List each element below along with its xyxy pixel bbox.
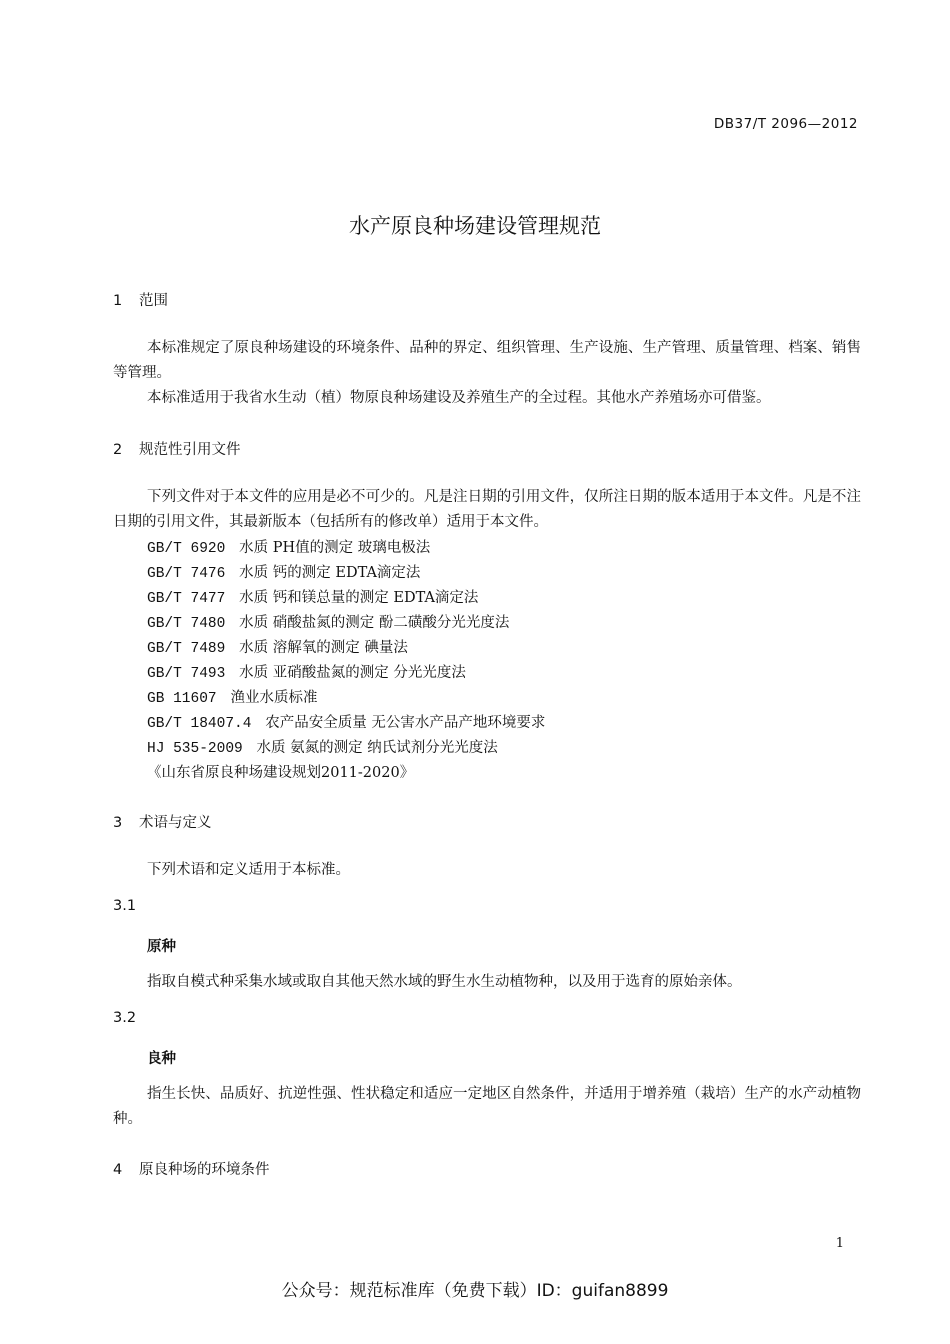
section-number: 3 — [113, 815, 123, 831]
paragraph: 本标准适用于我省水生动（植）物原良种场建设及养殖生产的全过程。其他水产养殖场亦可借鉴。 — [147, 390, 771, 406]
reference-code: GB/T 7489 — [147, 641, 226, 657]
reference-code: HJ 535-2009 — [147, 741, 243, 757]
paragraph: 本标准规定了原良种场建设的环境条件、品种的界定、组织管理、生产设施、生产管理、质量管理、档案、销售等管理。 — [113, 340, 861, 381]
term-3-2-name: 良种 — [147, 1051, 176, 1067]
reference-item — [147, 586, 478, 607]
reference-item — [147, 761, 414, 782]
section-number: 2 — [113, 442, 123, 458]
section-number: 1 — [113, 293, 123, 309]
reference-title: 水质 钙的测定 EDTA滴定法 — [239, 565, 421, 581]
reference-item — [147, 711, 545, 732]
document-number: DB37/T 2096—2012 — [713, 116, 858, 132]
reference-item — [147, 561, 420, 582]
reference-title: 农产品安全质量 无公害水产品产地环境要求 — [265, 715, 546, 731]
document-title: 水产原良种场建设管理规范 — [349, 214, 601, 238]
section-title: 原良种场的环境条件 — [139, 1162, 270, 1178]
reference-title: 水质 亚硝酸盐氮的测定 分光光度法 — [239, 665, 466, 681]
reference-item — [147, 536, 430, 557]
reference-item — [147, 636, 408, 657]
section-2-heading — [113, 438, 241, 459]
section-title: 规范性引用文件 — [139, 442, 241, 458]
reference-item — [147, 686, 317, 707]
section-4-heading — [113, 1158, 270, 1179]
reference-code: GB/T 7476 — [147, 566, 226, 582]
term-3-2-definition — [113, 1082, 861, 1132]
term-3-1-number: 3.1 — [113, 898, 137, 914]
reference-code: GB/T 6920 — [147, 541, 226, 557]
reference-title: 水质 溶解氧的测定 碘量法 — [239, 640, 408, 656]
section-1-heading — [113, 289, 168, 310]
section-1-body — [113, 336, 861, 411]
reference-code: GB 11607 — [147, 691, 217, 707]
term-3-1-definition — [113, 970, 861, 995]
reference-title: 水质 PH值的测定 玻璃电极法 — [239, 540, 431, 556]
paragraph: 指生长快、品质好、抗逆性强、性状稳定和适应一定地区自然条件，并适用于增养殖（栽培）生产的水产动植物种。 — [113, 1086, 861, 1127]
term-3-2-number: 3.2 — [113, 1010, 137, 1026]
section-title: 术语与定义 — [139, 815, 212, 831]
reference-item — [147, 736, 498, 757]
paragraph: 下列文件对于本文件的应用是必不可少的。凡是注日期的引用文件，仅所注日期的版本适用于本文件。凡是不注日期的引用文件，其最新版本（包括所有的修改单）适用于本文件。 — [113, 489, 861, 530]
reference-title: 水质 氨氮的测定 纳氏试剂分光光度法 — [256, 740, 498, 756]
paragraph: 下列术语和定义适用于本标准。 — [147, 862, 350, 878]
reference-title: 水质 钙和镁总量的测定 EDTA滴定法 — [239, 590, 479, 606]
reference-code: GB/T 7480 — [147, 616, 226, 632]
paragraph: 指取自模式种采集水域或取自其他天然水域的野生水生动植物种，以及用于选育的原始亲体。 — [147, 974, 742, 990]
footer-watermark: 公众号：规范标准库（免费下载）ID：guifan8899 — [281, 1281, 669, 1301]
reference-item — [147, 611, 509, 632]
section-3-heading — [113, 811, 212, 832]
term-3-1-name: 原种 — [147, 939, 176, 955]
section-title: 范围 — [139, 293, 168, 309]
reference-item — [147, 661, 466, 682]
page-number: 1 — [835, 1236, 844, 1251]
section-2-body — [113, 485, 861, 535]
reference-code: GB/T 7493 — [147, 666, 226, 682]
reference-title: 水质 硝酸盐氮的测定 酚二磺酸分光光度法 — [239, 615, 510, 631]
section-3-intro — [113, 858, 861, 883]
reference-code: GB/T 7477 — [147, 591, 226, 607]
section-number: 4 — [113, 1162, 123, 1178]
reference-title: 《山东省原良种场建设规划2011-2020》 — [147, 765, 415, 781]
reference-title: 渔业水质标准 — [230, 690, 318, 706]
reference-code: GB/T 18407.4 — [147, 716, 252, 732]
